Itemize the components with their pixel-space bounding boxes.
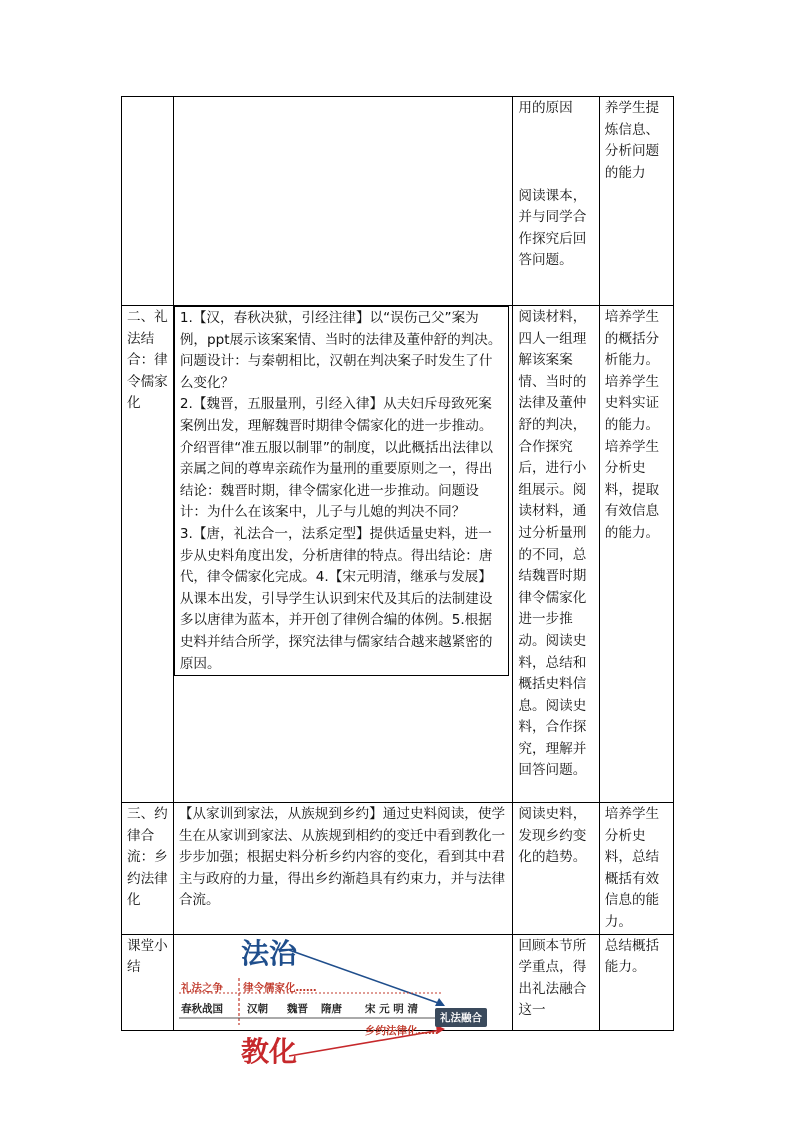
era-songyuanmingqing: 宋 元 明 清 [365,1003,418,1015]
design-intent-cell: 培养学生分析史料，总结概括有效信息的能力。 [599,803,673,935]
student-activity-cell: 回顾本节所学重点，得出礼法融合这一 [513,934,599,1030]
diagram-arrows [179,930,489,1070]
summary-diagram [179,930,489,1070]
stage-cell [122,97,174,306]
fazhi-title: 法治 [241,937,298,970]
table-row [122,306,674,803]
content-cell: 【从家训到家法，从族规到乡约】通过史料阅读，使学生在从家训到家法、从族规到相约的变迁中看到教化一步步加强；根据史料分析乡约内容的变化，看到其中君主与政府的力量，得出乡约渐趋具有约束力，并与法律合流。 [173,803,513,935]
lifa-zhizheng-label: 礼法之争 [181,982,223,994]
era-weijin: 魏晋 [287,1003,308,1015]
content-cell: 1.【汉，春秋决狱，引经注律】以“误伤己父”案为例，ppt展示该案案情、当时的法律及董仲舒的判决。问题设计：与秦朝相比，汉朝在判决案子时发生了什么变化？ 2.【魏晋，五服量刑，引经入律】从夫妇斥母致死案案例出发，理解魏晋时期律令儒家化的进一步推动。介绍晋律“准五服以制罪”的制度，以此概括出法律以亲属之间的尊卑亲疏作为量刑的重要原则之一，得出结论：魏晋时期，律令儒家化进一步推动。问题设计：为什么在该案中，儿子与儿媳的判决不同？ 3.【唐，礼法合一，法系定型】提供适量史料，进一步从史料角度出发，分析唐律的特点。得出结论：唐代，律令儒家化完成。4.【宋元明清，继承与发展】从课本出发，引导学生认识到宋代及其后的法制建设多以唐律为蓝本，并开创了律例合编的体例。5.根据史料并结合所学，探究法律与儒家结合越来越紧密的原因。 [174,306,509,676]
jiaohua-title: 教化 [241,1035,298,1068]
table-row [122,97,674,306]
design-intent-cell: 养学生提炼信息、分析问题的能力 [599,97,673,306]
student-activity-text: 用的原因 [518,100,573,116]
era-chunqiu: 春秋战国 [181,1003,223,1015]
lifa-ronghe-box: 礼法融合 [435,1008,487,1027]
stage-cell: 课堂小结 [122,934,174,1030]
design-intent-cell: 培养学生的概括分析能力。培养学生史料实证的能力。培养学生分析史料，提取有效信息的能力。 [599,306,673,803]
student-activity-cell: 阅读史料，发现乡约变化的趋势。 [513,803,599,935]
student-activity-text: 阅读课本，并与同学合作探究后回答问题。 [518,187,587,269]
table-row [122,803,674,935]
era-han: 汉朝 [247,1003,268,1015]
lvling-rujiahua-label: 律令儒家化…… [243,982,317,994]
fazhi-arrow-line [289,950,441,1004]
stage-cell: 二、礼法结合：律令儒家化 [122,306,174,803]
stage-cell: 三、约律合流：乡约法律化 [122,803,174,935]
student-activity-cell [513,97,599,306]
design-intent-cell: 总结概括能力。 [599,934,673,1030]
content-cell [173,97,513,306]
xiangyue-falvhua-label: 乡约法律化…… [365,1025,439,1037]
student-activity-cell: 阅读材料，四人一组理解该案案情、当时的法律及董仲舒的判决，合作探究后，进行小组展示。阅读材料，通过分析量刑的不同，总结魏晋时期律令儒家化进一步推动。阅读史料，总结和概括史料信息。阅读史料，合作探究，理解并回答问题。 [513,306,599,803]
era-suitang: 隋唐 [321,1003,342,1015]
lesson-plan-table [121,96,674,1031]
